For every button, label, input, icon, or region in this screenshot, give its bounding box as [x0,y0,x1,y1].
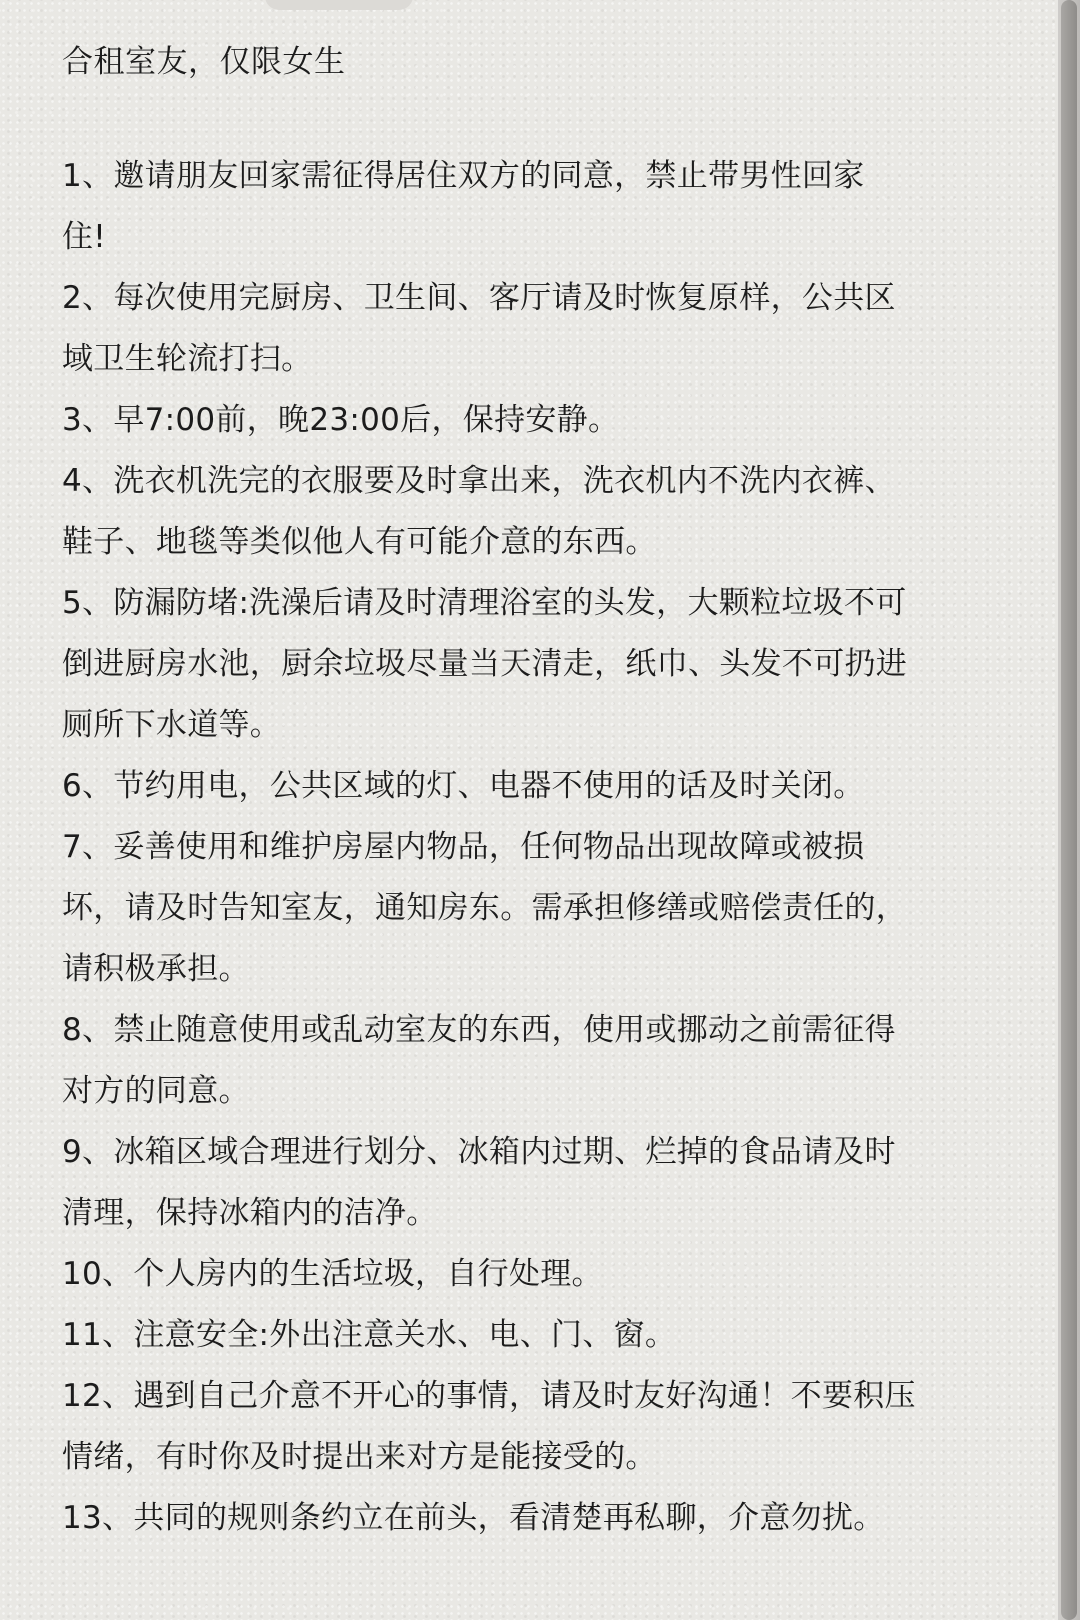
rule-line: 域卫生轮流打扫。 [62,341,313,377]
rule-line: 住! [62,219,107,255]
rule-line: 2、每次使用完厨房、卫生间、客厅请及时恢复原样，公共区 [62,280,896,316]
rule-item-10 [62,1244,1022,1305]
rule-line: 5、防漏防堵:洗澡后请及时清理浴室的头发，大颗粒垃圾不可 [62,585,907,621]
rule-item-5 [62,573,1022,756]
rule-line: 9、冰箱区域合理进行划分、冰箱内过期、烂掉的食品请及时 [62,1134,896,1170]
rule-line: 7、妥善使用和维护房屋内物品，任何物品出现故障或被损 [62,829,865,865]
rule-line: 清理，保持冰箱内的洁净。 [62,1195,438,1231]
rule-line: 1、邀请朋友回家需征得居住双方的同意，禁止带男性回家 [62,158,865,194]
rule-line: 8、禁止随意使用或乱动室友的东西，使用或挪动之前需征得 [62,1012,896,1048]
rule-line: 4、洗衣机洗完的衣服要及时拿出来，洗衣机内不洗内衣裤、 [62,463,896,499]
rule-line: 12、遇到自己介意不开心的事情，请及时友好沟通！不要积压 [62,1378,916,1414]
rule-item-4 [62,451,1022,573]
rule-item-12 [62,1366,1022,1488]
rule-item-7 [62,817,1022,1000]
scrollbar-track[interactable] [1058,0,1080,1620]
rule-item-8 [62,1000,1022,1122]
post-title: 合租室友，仅限女生 [62,44,346,80]
rule-line: 11、注意安全:外出注意关水、电、门、窗。 [62,1317,677,1353]
rule-line: 厕所下水道等。 [62,707,282,743]
scrollbar-thumb[interactable] [1061,0,1077,1620]
rule-line: 鞋子、地毯等类似他人有可能介意的东西。 [62,524,657,560]
rule-line: 6、节约用电，公共区域的灯、电器不使用的话及时关闭。 [62,768,865,804]
rule-line: 对方的同意。 [62,1073,250,1109]
post-content [62,38,1022,1549]
rule-line: 情绪，有时你及时提出来对方是能接受的。 [62,1439,657,1475]
rule-line: 坏，请及时告知室友，通知房东。需承担修缮或赔偿责任的， [62,890,908,926]
rule-item-13 [62,1488,1022,1549]
rule-item-3 [62,390,1022,451]
rule-item-2 [62,268,1022,390]
rule-item-11 [62,1305,1022,1366]
rule-line: 10、个人房内的生活垃圾，自行处理。 [62,1256,603,1292]
rule-item-1 [62,146,1022,268]
rule-line: 倒进厨房水池，厨余垃圾尽量当天清走，纸巾、头发不可扔进 [62,646,908,682]
rule-line: 3、早7:00前，晚23:00后，保持安静。 [62,402,620,438]
rule-line: 请积极承担。 [62,951,250,987]
rule-item-9 [62,1122,1022,1244]
top-handle [265,0,413,10]
rule-line: 13、共同的规则条约立在前头，看清楚再私聊，介意勿扰。 [62,1500,885,1536]
rule-item-6 [62,756,1022,817]
